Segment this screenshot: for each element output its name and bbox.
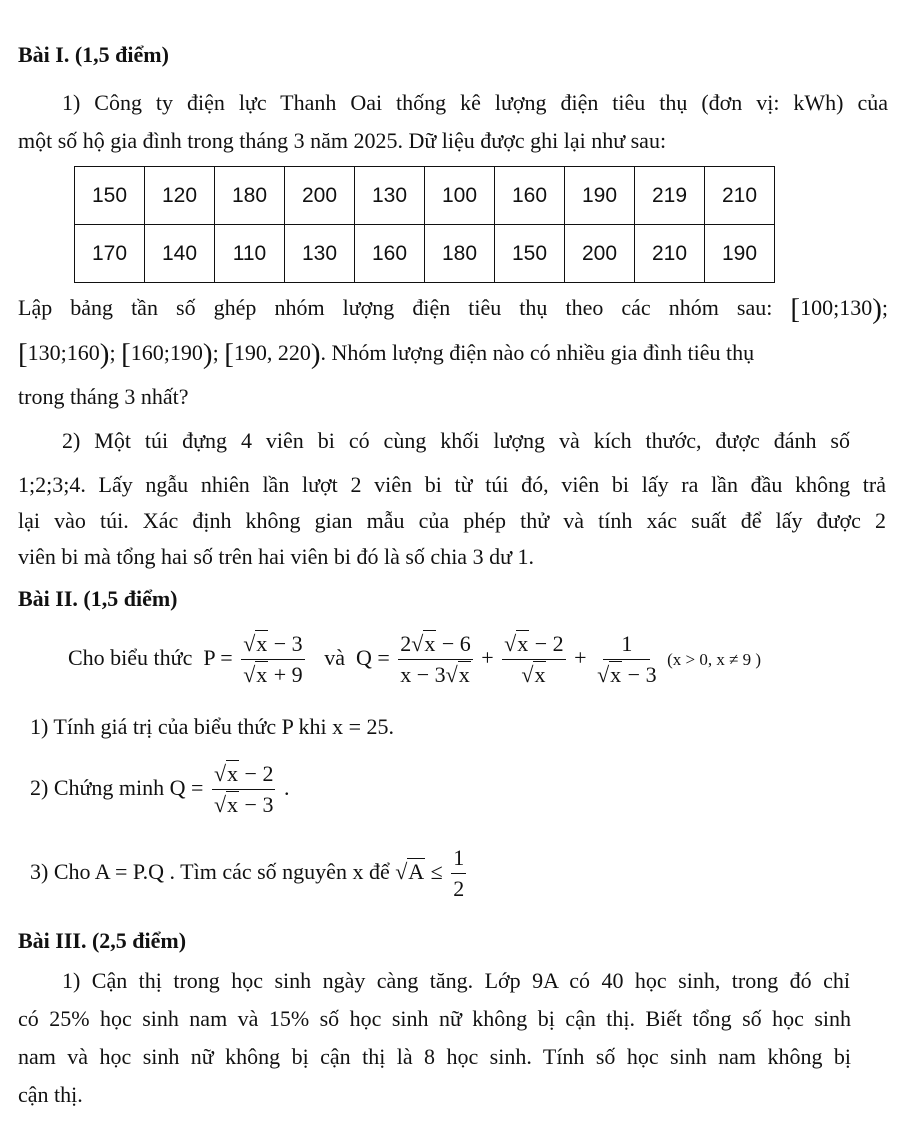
item2-fraction: $\frac{√x - 2}{√x - 3}$ (213, 761, 274, 818)
q-fraction-2: $\frac{√x - 2}{√x}$ (504, 631, 564, 688)
and-text: và (324, 645, 345, 670)
table-row (75, 225, 775, 283)
table-cell: 120 (145, 167, 215, 225)
bai1-heading (18, 40, 169, 70)
bai1-p2-line4: viên bi mà tổng hai số trên hai viên bi đó là số chia 3 dư 1. (18, 544, 534, 569)
table-cell: 190 (565, 167, 635, 225)
table-cell: 160 (355, 225, 425, 283)
p-label: P = (203, 645, 233, 670)
plus-1: + (481, 645, 494, 670)
q-fraction-1: $\frac{2√x - 6}{x - 3√x}$ (400, 631, 471, 688)
bai2-heading-text: Bài II. (1,5 điểm) (18, 586, 178, 611)
plus-2: + (574, 645, 587, 670)
table-cell: 150 (495, 225, 565, 283)
table-cell: 110 (215, 225, 285, 283)
bai1-p2-line3: lại vào túi. Xác định không gian mẫu của phép thử và tính xác suất để lấy được 2 (18, 508, 886, 533)
table-cell: 130 (355, 167, 425, 225)
table-cell: 200 (565, 225, 635, 283)
group-3: 160;190 (130, 340, 203, 365)
item3-fraction: $\frac{1}{2}$ (453, 845, 465, 902)
bai3-p1-line1: 1) Cận thị trong học sinh ngày càng tăng. Lớp 9A có 40 học sinh, trong đó chỉ (62, 968, 850, 993)
bai3-p1-line3: nam và học sinh nữ không bị cận thị là 8 học sinh. Tính số học sinh nam không bị (18, 1044, 851, 1069)
question-text: Lập bảng tần số ghép nhóm lượng điện tiêu thụ theo các nhóm sau: (18, 295, 773, 320)
table-cell: 140 (145, 225, 215, 283)
q-fraction-3: $\frac{1}{√x - 3}$ (597, 631, 657, 688)
table-cell: 160 (495, 167, 565, 225)
bai3-heading-text: Bài III. (2,5 điểm) (18, 928, 187, 953)
bai1-question-line1: Lập bảng tần số ghép nhóm lượng điện tiêu thụ theo các nhóm sau: [100;130); (18, 293, 889, 325)
bai1-p1-line1: 1) Công ty điện lực Thanh Oai thống kê lượng điện tiêu thụ (đơn vị: kWh) của (62, 90, 888, 115)
table-cell: 210 (705, 167, 775, 225)
intro-text: Cho biểu thức (68, 645, 193, 670)
bai2-item1: 1) Tính giá trị của biểu thức P khi x = 25. (30, 714, 395, 739)
table-cell: 190 (705, 225, 775, 283)
table-cell: 180 (215, 167, 285, 225)
consumption-table (74, 166, 775, 283)
bai1-question-line2: [130;160); [160;190); [190, 220). Nhóm lượng điện nào có nhiều gia đình tiêu thụ (18, 338, 755, 370)
table-cell: 219 (635, 167, 705, 225)
group-2: 130;160 (27, 340, 100, 365)
table-cell: 150 (75, 167, 145, 225)
bai3-p1-line4: cận thị. (18, 1082, 83, 1107)
bai1-p2-line1: 2) Một túi đựng 4 viên bi có cùng khối lượng và kích thước, được đánh số (62, 428, 850, 453)
group-1: 100;130 (800, 295, 873, 320)
bai1-p2-line2: 1;2;3;4. Lấy ngẫu nhiên lần lượt 2 viên bi từ túi đó, viên bi lấy ra lần đầu không trả (18, 472, 886, 497)
bai3-heading (18, 926, 186, 956)
bai2-item2: 2) Chứng minh Q = $\frac{√x - 2}{√x - 3}$ . (30, 761, 290, 818)
bai2-expressions (68, 628, 761, 690)
q-label: Q = (355, 645, 390, 670)
p-fraction: $\frac{√x - 3}{√x + 9}$ (243, 631, 303, 688)
table-row (75, 167, 775, 225)
table-cell: 210 (635, 225, 705, 283)
table-cell: 130 (285, 225, 355, 283)
bai1-question-line3: trong tháng 3 nhất? (18, 384, 189, 409)
condition-text: (x > 0, x ≠ 9 ) (667, 650, 762, 669)
bai1-p1-line2: một số hộ gia đình trong tháng 3 năm 2025. Dữ liệu được ghi lại như sau: (18, 128, 667, 153)
group-4: 190, 220 (233, 340, 311, 365)
bai1-heading-text: Bài I. (1,5 điểm) (18, 42, 169, 67)
table-cell: 180 (425, 225, 495, 283)
table-cell: 170 (75, 225, 145, 283)
bai3-p1-line2: có 25% học sinh nam và 15% số học sinh nữ không bị cận thị. Biết tổng số học sinh (18, 1006, 851, 1031)
bai2-heading (18, 584, 178, 614)
bai2-item3: 3) Cho A = P.Q . Tìm các số nguyên x để √A ≤ $\frac{1}{2}$ (30, 845, 465, 902)
question-text-2: . Nhóm lượng điện nào có nhiều gia đình tiêu thụ (320, 340, 755, 365)
table-cell: 200 (285, 167, 355, 225)
table-cell: 100 (425, 167, 495, 225)
